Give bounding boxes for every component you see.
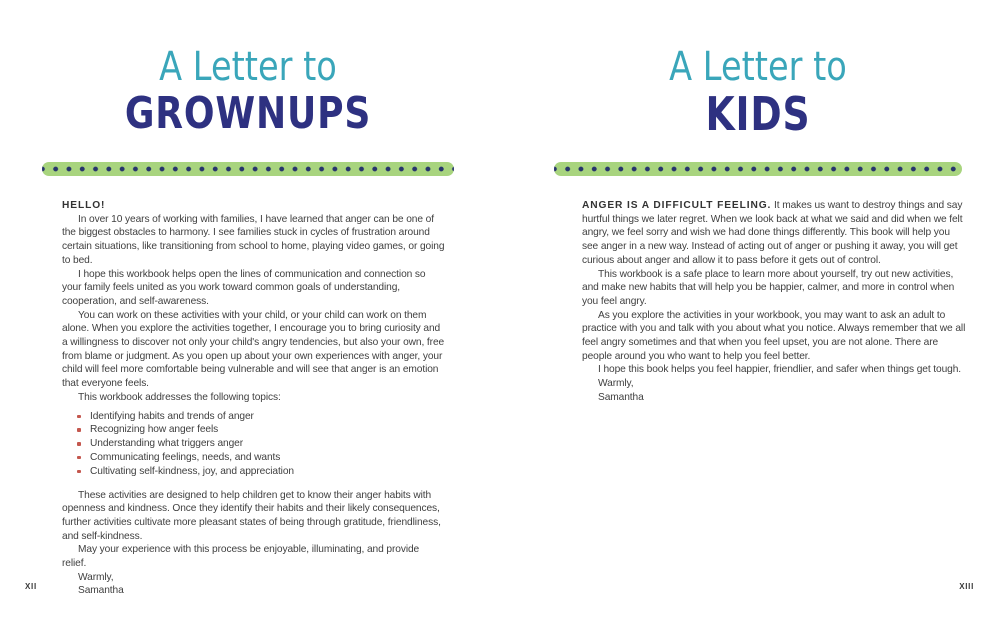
right-title-line2: KIDS xyxy=(705,87,811,141)
right-title-line1: A Letter to xyxy=(669,44,847,90)
left-topics-intro: This workbook addresses the following topics: xyxy=(78,391,281,403)
right-lead-rest: It makes us want to destroy things and say hurtful things we later regret. When we look back at what we said and did when we felt angry, we feel sorry and wish we had done things differently. This book will help you see anger in a new way. Instead of acting out of anger or pushing it away, you will get curious about anger and allow it to pass before it gets out of control. xyxy=(582,200,963,266)
left-paragraph: In over 10 years of working with families, I have learned that anger can be one of the biggest obstacles to harmony. I see families stuck in cycles of frustration around certain situations, like transitioning from school to home, playing video games, or going to bed. xyxy=(62,213,445,266)
right-lead-paragraph xyxy=(582,199,966,268)
right-paragraph: As you explore the activities in your workbook, you may want to ask an adult to practice with you and talk with you about what you notice. Always remember that we all feel angry sometimes and that when you feel upset, you are not alone. There are people around you who want to help you feel better. xyxy=(582,309,966,362)
right-page-number: XIII xyxy=(959,582,974,591)
left-title-line2: GROWNUPS xyxy=(124,88,372,139)
right-signoff-warmly: Warmly, xyxy=(598,378,634,390)
left-title-line1: A Letter to xyxy=(159,44,337,90)
right-paragraph: This workbook is a safe place to learn more about yourself, try out new activities, and make new habits that will help you be happier, calmer, and more in control when you feel angry. xyxy=(582,268,955,307)
left-paragraph: You can work on these activities with your child, or your child can work on them alone. When you explore the activities together, I encourage you to bring curiosity and a willingness to discover not only your child's angry tendencies, but also your own, free from blame or judgment. As you open up about your own experiences with anger, your child will feel more comfortable being vulnerable and will see that anger is an emotion that everyone feels. xyxy=(62,309,445,390)
right-page-body xyxy=(582,199,966,405)
left-signoff-warmly: Warmly, xyxy=(78,571,114,583)
topic-item: Understanding what triggers anger xyxy=(90,437,446,451)
right-dotted-divider xyxy=(554,162,962,176)
right-page-title xyxy=(554,44,962,141)
topic-item: Identifying habits and trends of anger xyxy=(90,410,446,424)
left-paragraph: I hope this workbook helps open the lines of communication and connection so your family feels united as you work toward common goals of understanding, cooperation, and self-awareness. xyxy=(62,268,426,307)
left-paragraph: These activities are designed to help children get to know their anger habits with openness and kindness. Once they identify their habits and their likely consequences, further activities cultivate more pleasant states of being through gratitude, friendliness, and self-kindness. xyxy=(62,489,441,542)
left-page-number: XII xyxy=(25,582,37,591)
left-page-body xyxy=(62,199,446,598)
topics-list xyxy=(62,410,446,479)
right-signoff-name: Samantha xyxy=(598,391,644,403)
left-letter-salutation: HELLO! xyxy=(62,200,106,211)
left-signoff-name: Samantha xyxy=(78,585,124,597)
topic-item: Communicating feelings, needs, and wants xyxy=(90,451,446,465)
right-lead-bold: ANGER IS A DIFFICULT FEELING. xyxy=(582,200,772,211)
right-paragraph: I hope this book helps you feel happier, friendlier, and safer when things get tough. xyxy=(598,364,962,376)
left-dotted-divider xyxy=(42,162,454,176)
topic-item: Recognizing how anger feels xyxy=(90,423,446,437)
left-paragraph: May your experience with this process be enjoyable, illuminating, and provide relief. xyxy=(62,544,420,570)
left-page-title xyxy=(40,44,456,138)
topic-item: Cultivating self-kindness, joy, and appreciation xyxy=(90,465,446,479)
